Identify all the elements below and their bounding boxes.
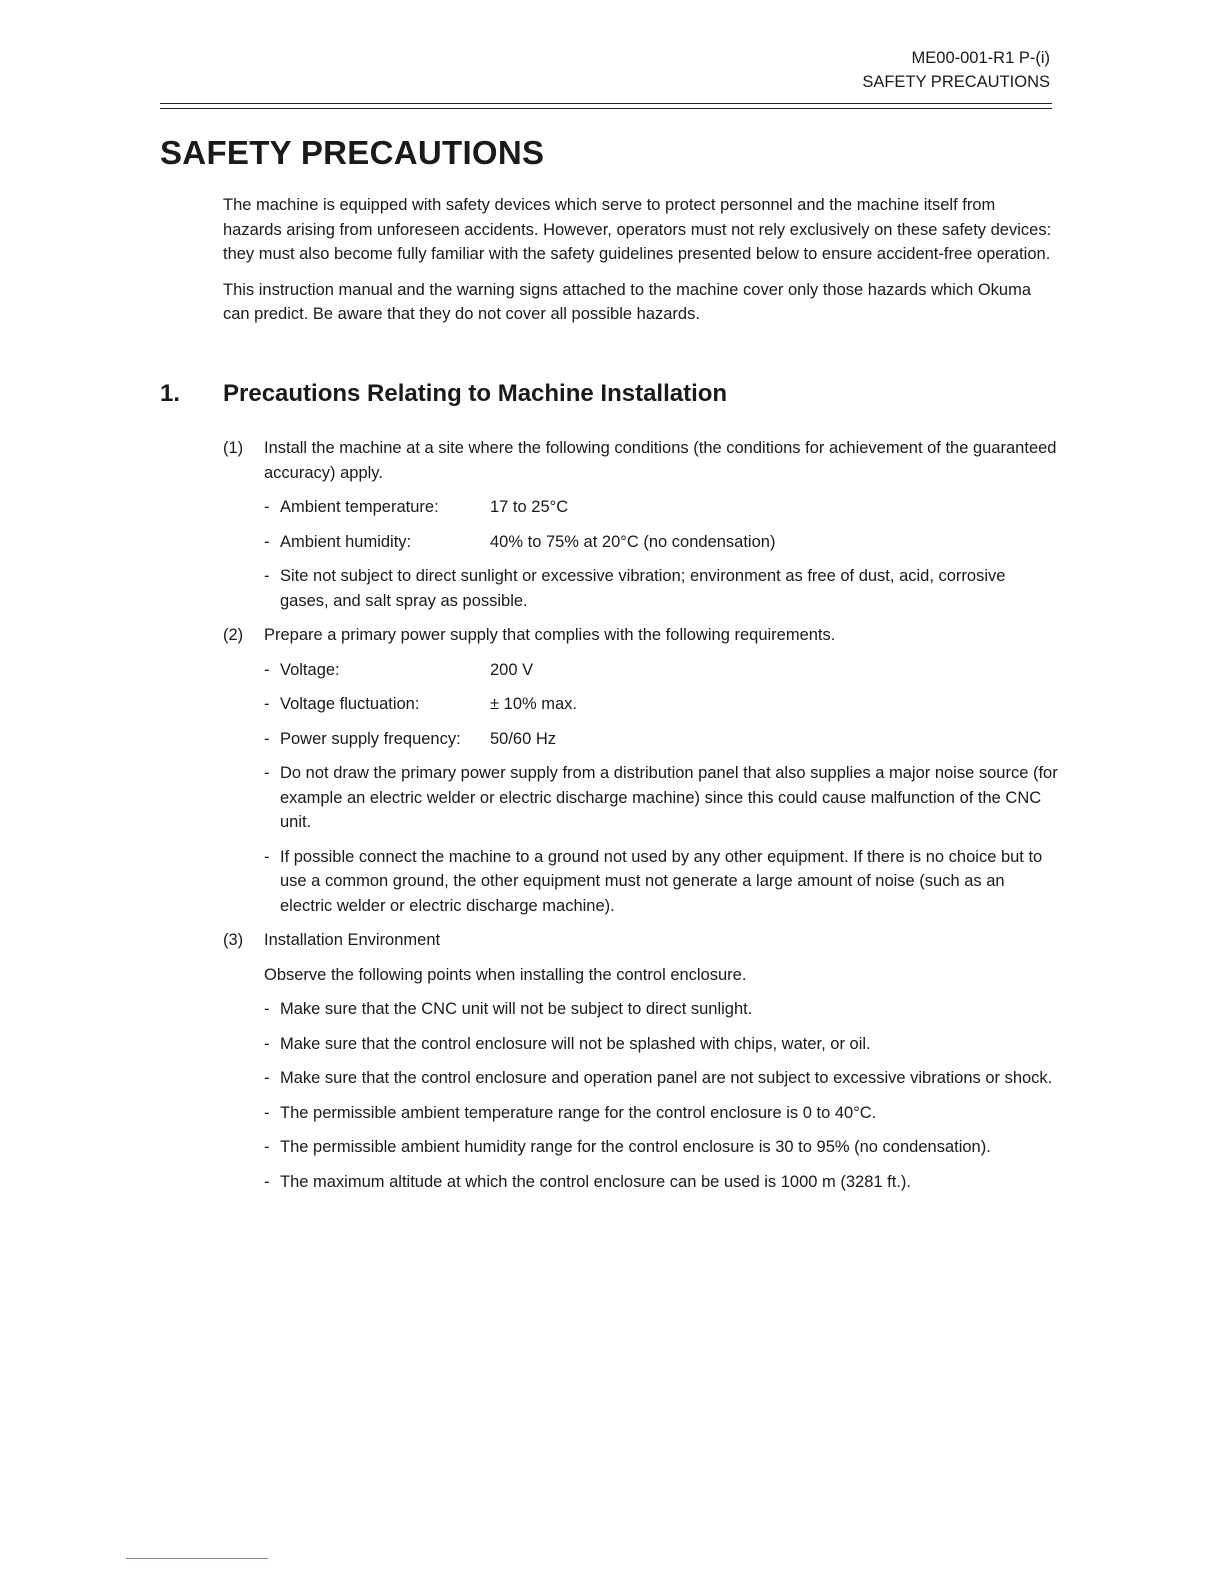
spec-row bbox=[264, 692, 1058, 717]
spec-label: Voltage: bbox=[280, 660, 340, 679]
note: - Make sure that the control enclosure will not be splashed with chips, water, or oil. bbox=[264, 1032, 1058, 1057]
doc-code: ME00-001-R1 P-(i) bbox=[911, 49, 1050, 67]
precaution-list bbox=[223, 436, 1058, 1204]
spec-row bbox=[264, 658, 1058, 683]
section-title: Precautions Relating to Machine Installation bbox=[223, 380, 728, 407]
note: - Make sure that the CNC unit will not be subject to direct sunlight. bbox=[264, 997, 1058, 1022]
header-rule-secondary bbox=[160, 108, 1052, 109]
spec-value: 50/60 Hz bbox=[490, 729, 557, 748]
item-marker: (2) bbox=[223, 626, 244, 644]
header-section-title: SAFETY PRECAUTIONS bbox=[862, 73, 1050, 91]
spec-label: Voltage fluctuation: bbox=[280, 695, 420, 713]
note: - Site not subject to direct sunlight or excessive vibration; environment as free of dust, acid, corrosive gases, and salt spray as possible. bbox=[264, 564, 1058, 613]
item-marker: (3) bbox=[223, 931, 244, 949]
spec-label: Ambient humidity: bbox=[280, 532, 412, 551]
footer-rule bbox=[126, 1558, 268, 1559]
item-text: Install the machine at a site where the following conditions (the conditions for achievement of the guaranteed accuracy) apply. bbox=[264, 439, 1057, 482]
intro-paragraph: This instruction manual and the warning signs attached to the machine cover only those hazards which Okuma can predict. Be aware that they do not cover all possible hazards. bbox=[223, 280, 1032, 323]
spec-row bbox=[264, 495, 1058, 520]
section-number: 1. bbox=[160, 380, 181, 407]
page-title: SAFETY PRECAUTIONS bbox=[160, 134, 545, 171]
note: - The permissible ambient temperature range for the control enclosure is 0 to 40°C. bbox=[264, 1101, 1058, 1126]
precaution-item bbox=[223, 928, 1058, 1194]
spec-value: 17 to 25°C bbox=[490, 498, 569, 516]
page-header bbox=[862, 46, 1050, 94]
note: - If possible connect the machine to a ground not used by any other equipment. If there is no choice but to use a common ground, the other equipment must not generate a large amount of noise (such as an electric welder or electric discharge machine). bbox=[264, 845, 1058, 919]
spec-label: Ambient temperature: bbox=[280, 498, 439, 516]
item-bullets bbox=[264, 658, 1058, 919]
spec-value: 200 V bbox=[490, 660, 534, 679]
intro-text bbox=[223, 193, 1055, 338]
spec-label: Power supply frequency: bbox=[280, 729, 461, 748]
spec-value: ± 10% max. bbox=[490, 695, 578, 713]
item-subtext: Observe the following points when installing the control enclosure. bbox=[264, 965, 747, 984]
precaution-item bbox=[223, 436, 1058, 613]
spec-value: 40% to 75% at 20°C (no condensation) bbox=[490, 532, 776, 551]
spec-row bbox=[264, 727, 1058, 752]
note: - Do not draw the primary power supply from a distribution panel that also supplies a major noise source (for example an electric welder or electric discharge machine) since this could cause malfunction of the CNC unit. bbox=[264, 761, 1058, 835]
intro-paragraph: The machine is equipped with safety devices which serve to protect personnel and the machine itself from hazards arising from unforeseen accidents. However, operators must not rely exclusively on these safety devices: they must also become fully familiar with the safety guidelines presented below to ensure accident-free operation. bbox=[223, 196, 1052, 263]
item-text: Installation Environment bbox=[264, 931, 441, 949]
note: - The permissible ambient humidity range for the control enclosure is 30 to 95% (no condensation). bbox=[264, 1135, 1058, 1160]
item-marker: (1) bbox=[223, 439, 244, 457]
item-bullets bbox=[264, 495, 1058, 613]
precaution-item bbox=[223, 623, 1058, 918]
item-bullets bbox=[264, 997, 1058, 1194]
note: - Make sure that the control enclosure and operation panel are not subject to excessive vibrations or shock. bbox=[264, 1066, 1058, 1091]
spec-row bbox=[264, 530, 1058, 555]
note: - The maximum altitude at which the control enclosure can be used is 1000 m (3281 ft.). bbox=[264, 1170, 1058, 1195]
item-text: Prepare a primary power supply that complies with the following requirements. bbox=[264, 626, 836, 644]
header-rule bbox=[160, 103, 1052, 104]
